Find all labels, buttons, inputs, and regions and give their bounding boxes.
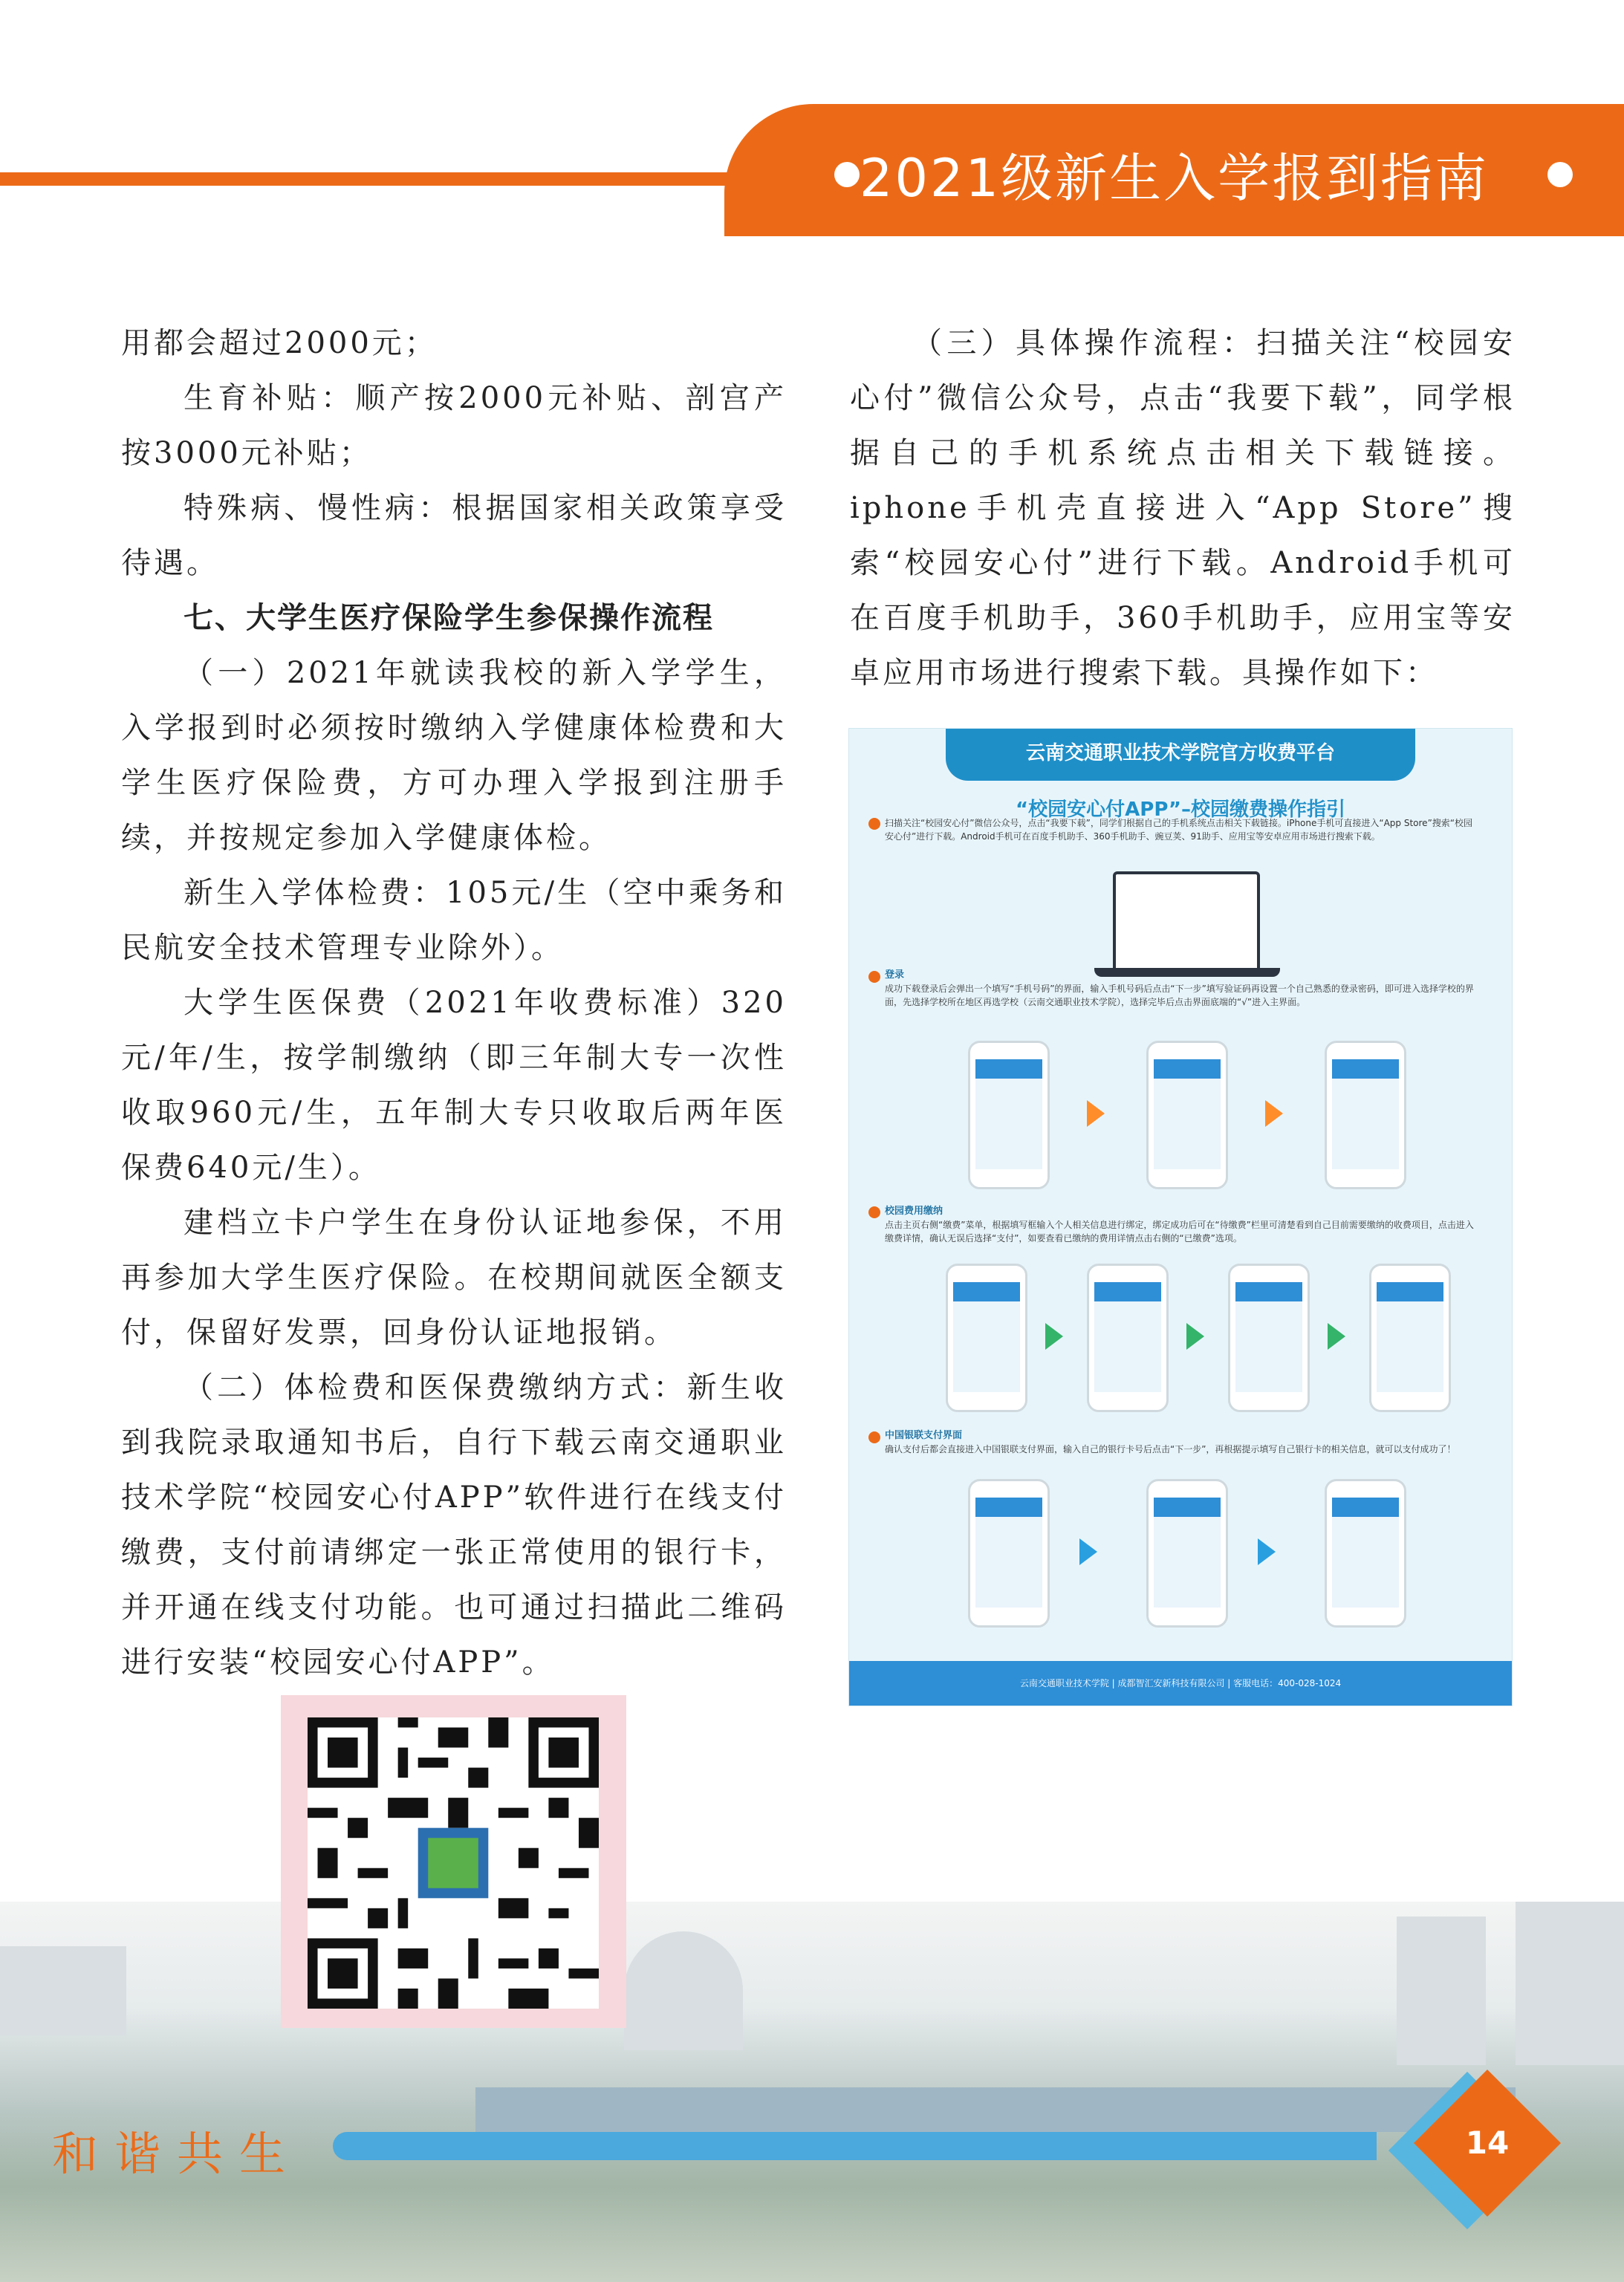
step-marker-icon <box>868 971 880 983</box>
step-3-block <box>885 1204 1479 1245</box>
step-4-title: 中国银联支付界面 <box>885 1430 963 1441</box>
phone-screenshot <box>1146 1041 1228 1189</box>
laptop-qr-illustration <box>1113 871 1260 974</box>
arrow-right-icon <box>1079 1538 1097 1565</box>
paragraph: 大学生医保费（2021年收费标准）320元/年/生，按学制缴纳（即三年制大专一次性收取960元/生，五年制大专只收取后两年医保费640元/生）。 <box>121 986 787 1185</box>
step-marker-icon <box>868 1206 880 1218</box>
step-marker-icon <box>868 818 880 830</box>
step-1-text: 扫描关注“校园安心付”微信公众号，点击“我要下载”，同学们根据自己的手机系统点击相关下载链接。iPhone手机可直接进入“App Store”搜索“校园安心付”进行下载。Android手机可在百度手机助手、360手机助手、豌豆荚、91助手、应用宝等安卓应用市场进行搜索下载。 <box>885 818 1473 842</box>
phone-screenshot <box>1146 1479 1228 1628</box>
qr-code-icon <box>308 1717 599 2009</box>
phone-screenshot <box>1325 1041 1406 1189</box>
arrow-right-icon <box>1265 1100 1283 1127</box>
footer-bar <box>333 2132 1377 2160</box>
step-2-title: 登录 <box>885 969 905 981</box>
footer-slogan: 和谐共生 <box>52 2127 302 2181</box>
paragraph: 用都会超过2000元； <box>121 326 438 360</box>
bullet-dot-icon <box>1547 162 1573 187</box>
step-2-block <box>885 968 1479 1009</box>
arrow-right-icon <box>1186 1323 1204 1350</box>
arrow-right-icon <box>1328 1323 1345 1350</box>
paragraph: （三）具体操作流程：扫描关注“校园安心付”微信公众号，点击“我要下载”，同学根据自己的手机系统点击相关下载链接。iphone手机壳直接进入“App Store”搜索“校园安心付”进行下载。Android手机可在百度手机助手，360手机助手，应用宝等安卓应用市场进行搜索下载。具操作如下： <box>850 326 1516 690</box>
header-banner <box>724 104 1624 236</box>
phone-screenshot <box>1325 1479 1406 1628</box>
right-column <box>850 316 1516 700</box>
section-heading: 七、大学生医疗保险学生参保操作流程 <box>183 601 714 635</box>
payment-guide-poster <box>848 728 1513 1706</box>
building-shape <box>1516 1902 1624 2065</box>
phone-screenshot <box>946 1264 1027 1412</box>
arrow-right-icon <box>1087 1100 1105 1127</box>
phone-screenshot <box>968 1479 1050 1628</box>
qr-code-image[interactable] <box>281 1695 626 2028</box>
step-marker-icon <box>868 1431 880 1443</box>
page-number: 14 <box>1465 2125 1510 2161</box>
building-shape <box>1397 1917 1486 2065</box>
building-shape <box>0 1946 126 2035</box>
poster-header: 云南交通职业技术学院官方收费平台 <box>946 729 1415 781</box>
phone-screenshot <box>1369 1264 1451 1412</box>
step-2-text: 成功下载登录后会弹出一个填写“手机号码”的界面，输入手机号码后点击“下一步”填写验证码再设置一个自己熟悉的登录密码，即可进入选择学校的界面，先选择学校所在地区再选学校（云南交通职业技术学院），选择完毕后点击界面底端的“√”进入主界面。 <box>885 984 1474 1007</box>
campus-background-image <box>0 1902 1624 2282</box>
header-rule <box>0 172 743 186</box>
arrow-right-icon <box>1258 1538 1276 1565</box>
step-4-text: 确认支付后都会直接进入中国银联支付界面，输入自己的银行卡号后点击“下一步”，再根据提示填写自己银行卡的相关信息，就可以支付成功了！ <box>885 1444 1456 1454</box>
paragraph: 新生入学体检费：105元/生（空中乘务和民航安全技术管理专业除外）。 <box>121 876 787 965</box>
step-4-block <box>885 1428 1479 1456</box>
paragraph: （一）2021年就读我校的新入学学生，入学报到时必须按时缴纳入学健康体检费和大学生医疗保险费，方可办理入学报到注册手续，并按规定参加入学健康体检。 <box>121 656 787 855</box>
poster-footer: 云南交通职业技术学院 | 成都智汇安新科技有限公司 | 客服电话：400-028-1024 <box>849 1661 1512 1706</box>
step-3-title: 校园费用缴纳 <box>885 1206 943 1217</box>
poster-subtitle: “校园安心付APP”–校园缴费操作指引 <box>1016 799 1345 821</box>
paragraph: 建档立卡户学生在身份认证地参保，不用再参加大学生医疗保险。在校期间就医全额支付，保留好发票，回身份认证地报销。 <box>121 1206 787 1350</box>
stadium-stands <box>475 2087 1516 2132</box>
left-column <box>121 316 787 1690</box>
phone-screenshot <box>968 1041 1050 1189</box>
building-shape <box>624 1931 743 2050</box>
page-title: 2021级新生入学报到指南 <box>859 148 1490 209</box>
phone-screenshot <box>1087 1264 1169 1412</box>
phone-screenshot <box>1228 1264 1310 1412</box>
paragraph: （二）体检费和医保费缴纳方式：新生收到我院录取通知书后，自行下载云南交通职业技术学院“校园安心付APP”软件进行在线支付缴费，支付前请绑定一张正常使用的银行卡，并开通在线支付功能。也可通过扫描此二维码进行安装“校园安心付APP”。 <box>121 1371 787 1680</box>
arrow-right-icon <box>1045 1323 1063 1350</box>
step-3-text: 点击主页右侧“缴费”菜单，根据填写框输入个人相关信息进行绑定，绑定成功后可在“待缴费”栏里可清楚看到自己目前需要缴纳的收费项目，点击进入缴费详情，确认无误后选择“支付”，如要查看已缴纳的费用详情点击右侧的“已缴费”选项。 <box>885 1220 1474 1244</box>
paragraph: 生育补贴：顺产按2000元补贴、剖宫产按3000元补贴； <box>121 381 787 470</box>
paragraph: 特殊病、慢性病：根据国家相关政策享受待遇。 <box>121 491 787 580</box>
